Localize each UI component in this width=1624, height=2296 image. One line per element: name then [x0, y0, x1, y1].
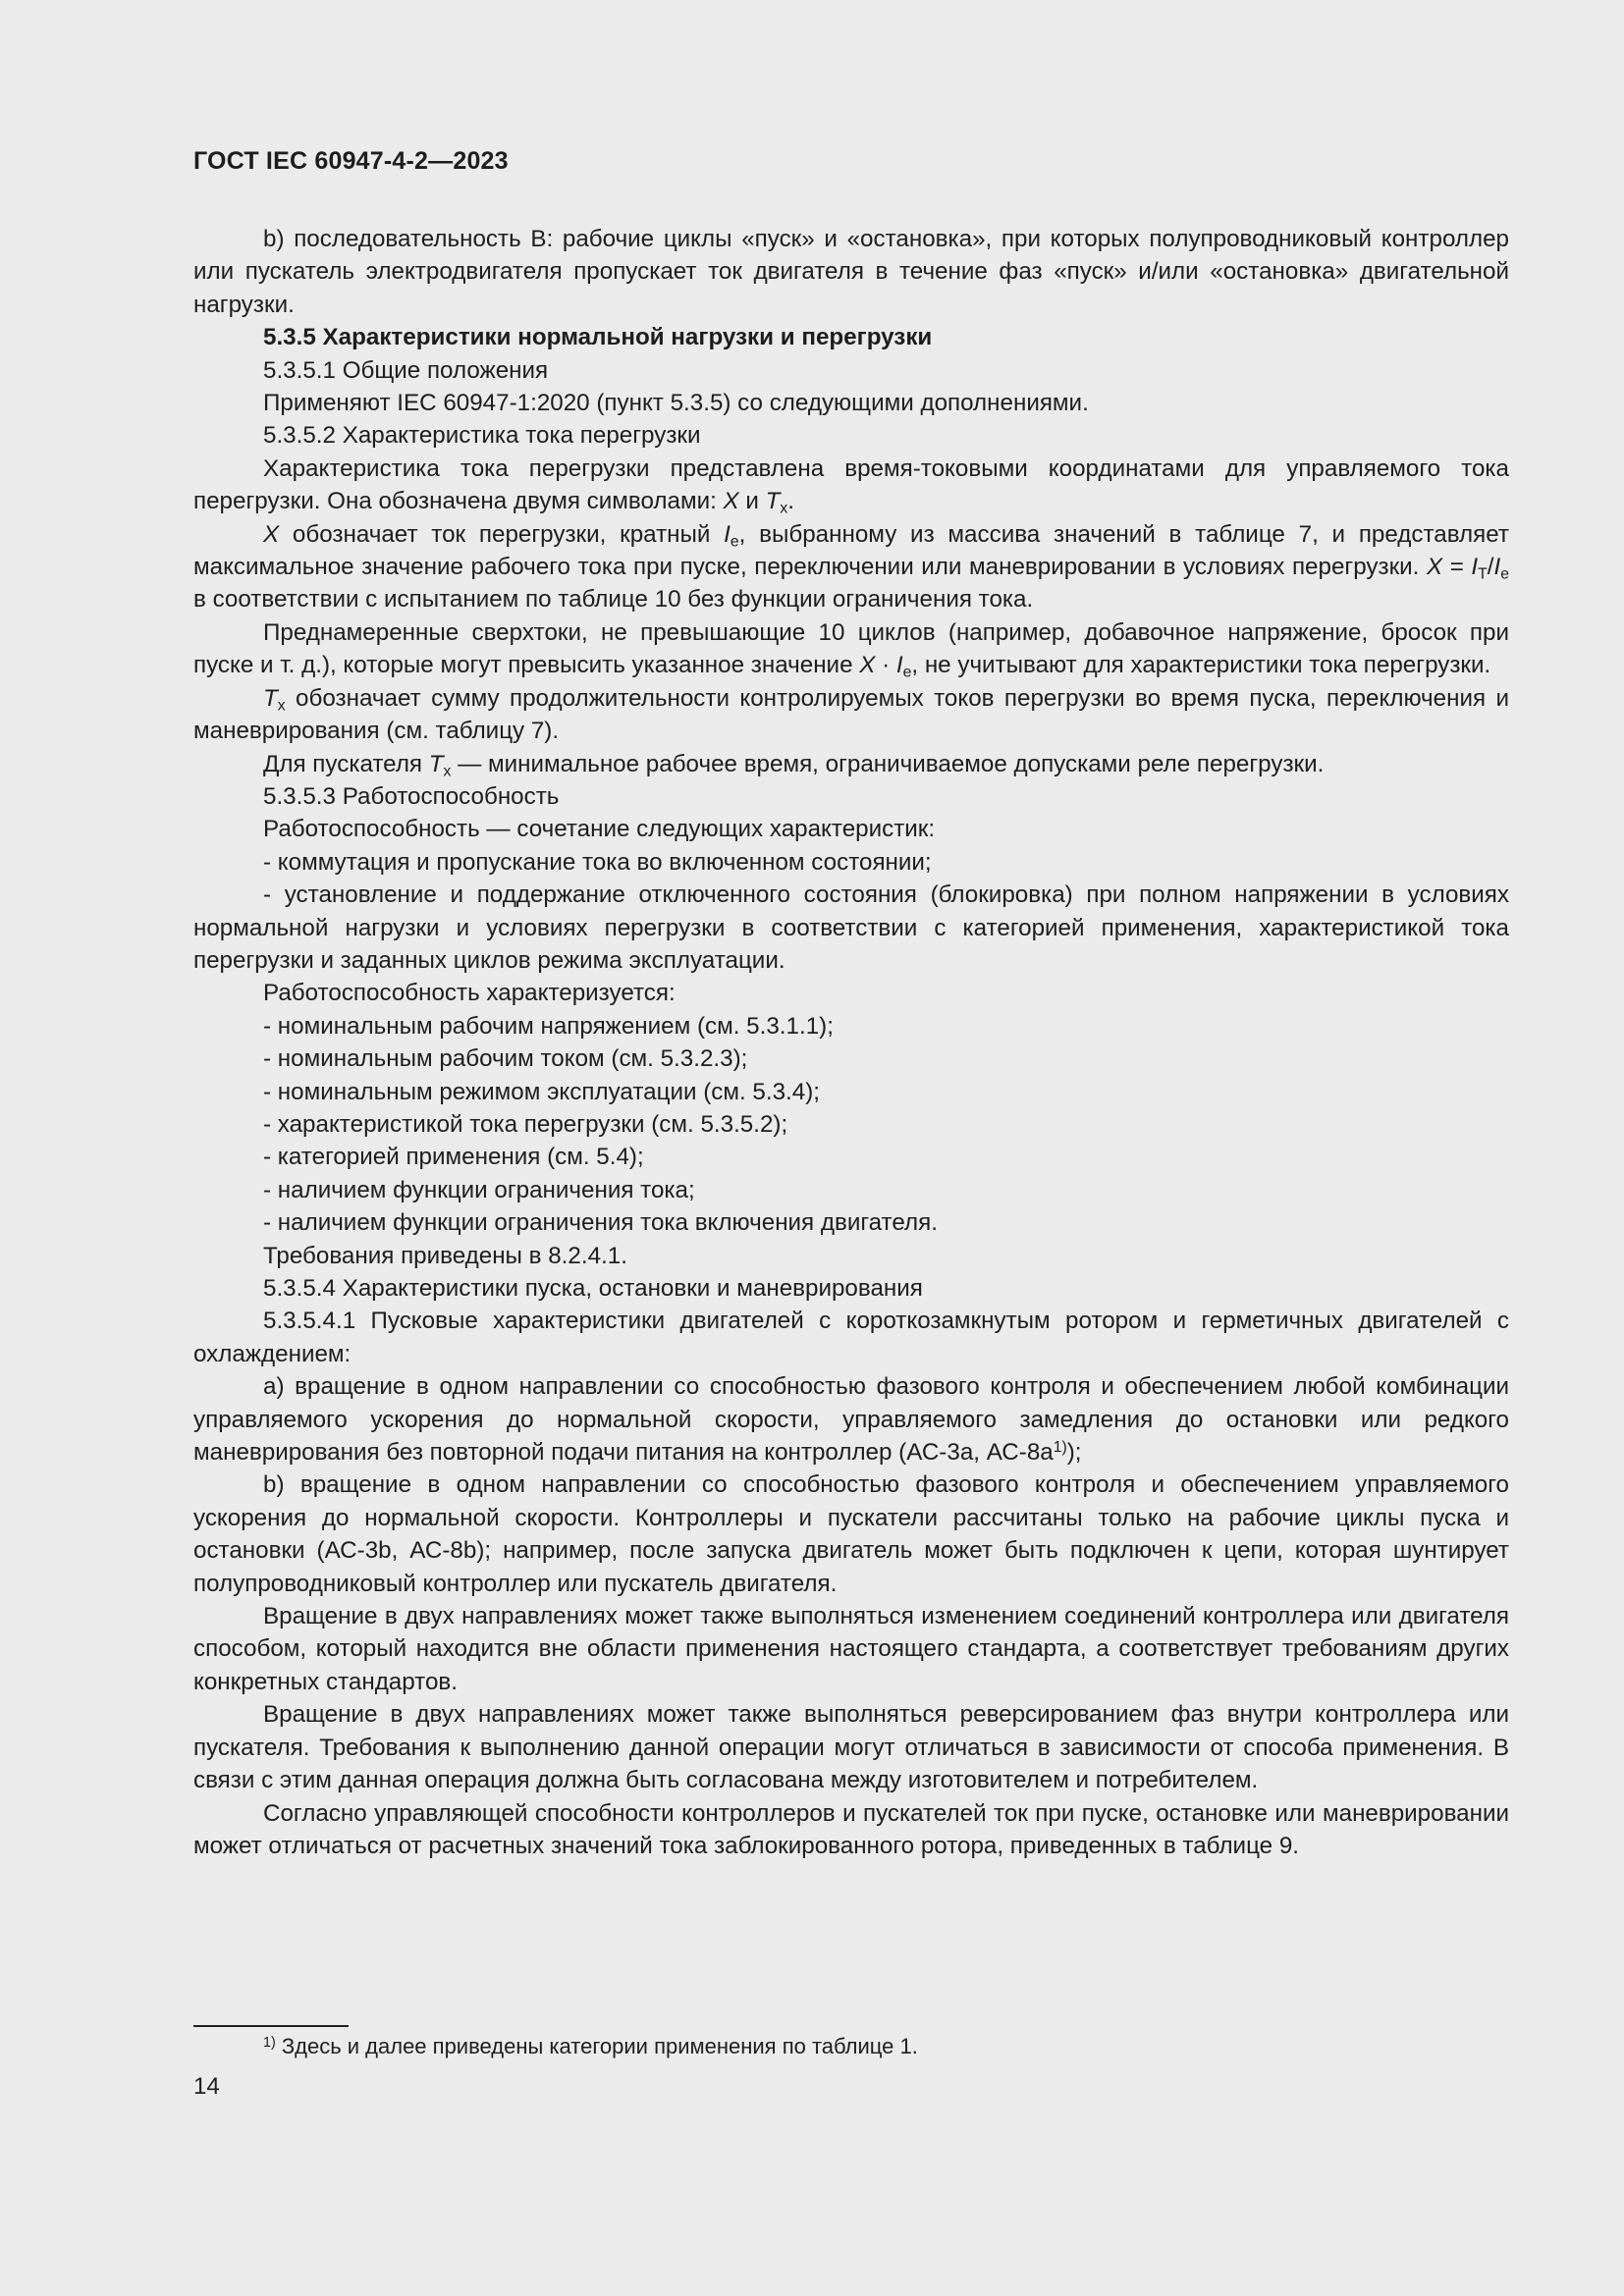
paragraph: b) последовательность В: рабочие циклы «пуск» и «остановка», при которых полупроводниковый контроллер или пускатель электродвигателя пропускает ток двигателя в течение фаз «пуск» и/или «остановка» двигательной нагрузки. — [193, 226, 1509, 318]
list-item: - номинальным рабочим током (см. 5.3.2.3); — [263, 1045, 748, 1073]
footnote — [263, 2032, 918, 2061]
footnote-reference: 1) — [1053, 1439, 1067, 1457]
list-item: - номинальным рабочим напряжением (см. 5.3.1.1); — [263, 1012, 834, 1040]
list-item: - наличием функции ограничения тока включения двигателя. — [263, 1209, 938, 1237]
page-number: 14 — [193, 2073, 220, 2100]
paragraph: Для пускателя $T_x$ — минимальное рабочее время, ограничиваемое допусками реле перегрузки. — [263, 750, 1325, 780]
footnote-mark: 1) — [263, 2034, 276, 2051]
subsection-heading: 5.3.5.2 Характеристика тока перегрузки — [263, 422, 701, 450]
footnote-separator — [193, 2025, 349, 2027]
list-item: - номинальным режимом эксплуатации (см. 5.3.4); — [263, 1078, 820, 1105]
section-heading: 5.3.5 Характеристики нормальной нагрузки и перегрузки — [263, 324, 933, 351]
paragraph: Вращение в двух направлениях может также выполняться изменением соединений контроллера или двигателя способом, который находится вне области применения настоящего стандарта, а соответствует требованиям других конкретных стандартов. — [193, 1603, 1509, 1695]
paragraph: 5.3.5.4.1 Пусковые характеристики двигателей с короткозамкнутым ротором и герметичных двигателей с охлаждением: — [193, 1308, 1509, 1367]
list-item: - категорией применения (см. 5.4); — [263, 1144, 644, 1171]
subsection-heading: 5.3.5.3 Работоспособность — [263, 782, 560, 810]
footnote-text: Здесь и далее приведены категории применения по таблице 1. — [275, 2034, 918, 2058]
paragraph: Работоспособность — сочетание следующих характеристик: — [263, 816, 936, 843]
list-item: - установление и поддержание отключенного состояния (блокировка) при полном напряжении в условиях нормальной нагрузки и условиях перегрузки в соответствии с категорией применения, характеристикой тока перегрузки и заданных циклов режима эксплуатации. — [193, 881, 1509, 974]
paragraph: b) вращение в одном направлении со способностью фазового контроля и обеспечением управляемого ускорения до нормальной скорости. Контроллеры и пускатели рассчитаны только на рабочие циклы пуска и остановки (АС-3b, АС-8b); например, после запуска двигатель может быть подключен к цепи, которая шунтирует полупроводниковый контроллер или пускатель двигателя. — [193, 1471, 1509, 1597]
list-item: - коммутация и пропускание тока во включенном состоянии; — [263, 848, 932, 876]
document-header: ГОСТ IEC 60947-4-2—2023 — [193, 147, 509, 175]
paragraph: Вращение в двух направлениях может также выполняться реверсированием фаз внутри контроллера или пускателя. Требования к выполнению данной операции могут отличаться в зависимости от способа применения. В связи с этим данная операция должна быть согласована между изготовителем и потребителем. — [193, 1701, 1509, 1794]
list-item: - характеристикой тока перегрузки (см. 5.3.5.2); — [263, 1110, 788, 1138]
paragraph: Преднамеренные сверхтоки, не превышающие 10 циклов (например, добавочное напряжение, бросок при пуске и т. д.), которые могут превысить указанное значение $X \cdot I_e$, не учитывают для характеристики тока перегрузки. — [193, 618, 1509, 681]
paragraph: Работоспособность характеризуется: — [263, 980, 676, 1007]
paragraph: Требования приведены в 8.2.4.1. — [263, 1242, 627, 1269]
document-body — [193, 223, 1509, 1862]
paragraph: Согласно управляющей способности контроллеров и пускателей ток при пуске, остановке или маневрировании может отличаться от расчетных значений тока заблокированного ротора, приведенных в таблице 9. — [193, 1799, 1509, 1859]
paragraph: Применяют IEC 60947-1:2020 (пункт 5.3.5) со следующими дополнениями. — [263, 390, 1089, 417]
paragraph: X обозначает ток перегрузки, кратный $I_e$, выбранному из массива значений в таблице 7, и представляет максимальное значение рабочего тока при пуске, переключении или маневрировании в условиях перегрузки. $X = I_T/I_e$ в соответствии с испытанием по таблице 10 без функции ограничения тока. — [193, 520, 1509, 614]
list-item: - наличием функции ограничения тока; — [263, 1176, 695, 1203]
subsection-heading: 5.3.5.4 Характеристики пуска, остановки и маневрирования — [263, 1275, 923, 1302]
paragraph: а) вращение в одном направлении со способностью фазового контроля и обеспечением любой комбинации управляемого ускорения до нормальной скорости, управляемого замедления до остановки или редкого маневрирования без повторной подачи питания на контроллер (АС-3а, $АС-8а^{1)}$); — [193, 1373, 1509, 1467]
paragraph: Характеристика тока перегрузки представлена время-токовыми координатами для управляемого тока перегрузки. Она обозначена двумя символами: X и $T_x$. — [193, 454, 1509, 517]
subsection-heading: 5.3.5.1 Общие положения — [263, 356, 549, 384]
paragraph: $T_x$ обозначает сумму продолжительности контролируемых токов перегрузки во время пуска, переключения и маневрирования (см. таблицу 7). — [193, 684, 1509, 745]
